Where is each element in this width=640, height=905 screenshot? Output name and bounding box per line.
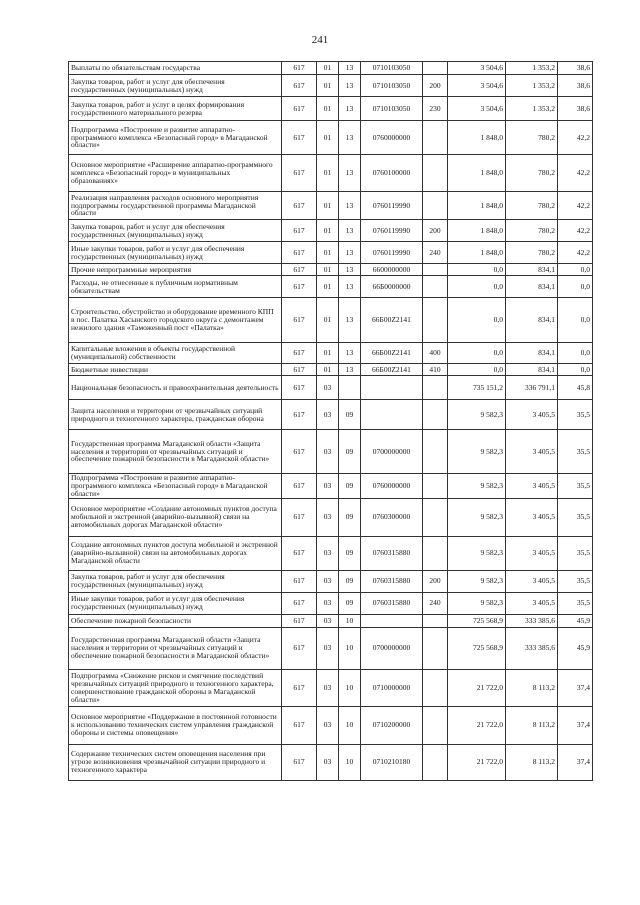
subsection-code: 09 (339, 570, 361, 592)
item-name: Основное мероприятие «Поддержание в постоянной готовности к использованию технических систем управления гражданской обороны и системы оповещения» (69, 706, 282, 744)
item-name: Расходы, не отнесенные к публичным нормативным обязательствам (69, 276, 282, 298)
table-row (69, 614, 593, 627)
actual-amount: 780,2 (506, 155, 558, 192)
admin-code: 617 (282, 498, 317, 536)
target-article-code: 0700000000 (361, 430, 423, 474)
expense-type-code (423, 155, 448, 192)
actual-amount: 1 353,2 (506, 97, 558, 121)
execution-percent: 0,0 (558, 264, 593, 276)
table-row (69, 430, 593, 474)
admin-code: 617 (282, 536, 317, 570)
section-code: 01 (317, 75, 339, 97)
execution-percent: 37,4 (558, 669, 593, 706)
section-code: 01 (317, 192, 339, 220)
section-code: 01 (317, 220, 339, 242)
planned-amount: 21 722,0 (448, 744, 506, 780)
actual-amount: 333 385,6 (506, 614, 558, 627)
execution-percent: 45,9 (558, 614, 593, 627)
subsection-code: 13 (339, 192, 361, 220)
target-article-code: 66Б0000000 (361, 276, 423, 298)
target-article-code: 0760000000 (361, 121, 423, 155)
expense-type-code: 200 (423, 75, 448, 97)
target-article-code: 66Б00Z2141 (361, 364, 423, 376)
admin-code: 617 (282, 364, 317, 376)
actual-amount: 8 113,2 (506, 706, 558, 744)
item-name: Закупка товаров, работ и услуг в целях формирования государственного материального резерва (69, 97, 282, 121)
target-article-code (361, 614, 423, 627)
expense-type-code (423, 298, 448, 343)
planned-amount: 1 848,0 (448, 220, 506, 242)
budget-table (68, 61, 593, 781)
subsection-code: 09 (339, 498, 361, 536)
admin-code: 617 (282, 744, 317, 780)
section-code: 01 (317, 343, 339, 364)
subsection-code: 13 (339, 97, 361, 121)
expense-type-code (423, 121, 448, 155)
item-name: Подпрограмма «Построение и развитие аппаратно-программного комплекса «Безопасный город» в Магаданской области» (69, 474, 282, 499)
expense-type-code (423, 498, 448, 536)
subsection-code: 10 (339, 706, 361, 744)
planned-amount: 735 151,2 (448, 376, 506, 400)
section-code: 03 (317, 376, 339, 400)
execution-percent: 0,0 (558, 364, 593, 376)
admin-code: 617 (282, 343, 317, 364)
actual-amount: 3 405,5 (506, 592, 558, 614)
table-row (69, 706, 593, 744)
expense-type-code (423, 400, 448, 430)
actual-amount: 834,1 (506, 276, 558, 298)
actual-amount: 780,2 (506, 220, 558, 242)
expense-type-code: 200 (423, 570, 448, 592)
target-article-code: 0760315880 (361, 570, 423, 592)
execution-percent: 45,9 (558, 627, 593, 669)
actual-amount: 333 385,6 (506, 627, 558, 669)
item-name: Создание автономных пунктов доступа мобильной и экстренной (аварийно-вызывной) связи на автомобильных дорогах Магаданской области (69, 536, 282, 570)
expense-type-code: 400 (423, 343, 448, 364)
subsection-code: 10 (339, 627, 361, 669)
subsection-code: 13 (339, 220, 361, 242)
planned-amount: 0,0 (448, 264, 506, 276)
target-article-code: 0710200000 (361, 706, 423, 744)
section-code: 01 (317, 121, 339, 155)
actual-amount: 1 353,2 (506, 75, 558, 97)
table-row (69, 627, 593, 669)
planned-amount: 9 582,3 (448, 592, 506, 614)
subsection-code: 10 (339, 614, 361, 627)
admin-code: 617 (282, 669, 317, 706)
admin-code: 617 (282, 570, 317, 592)
actual-amount: 834,1 (506, 264, 558, 276)
execution-percent: 35,5 (558, 430, 593, 474)
subsection-code: 13 (339, 298, 361, 343)
item-name: Содержание технических систем оповещения населения при угрозе возникновения чрезвычайной ситуации природного и техногенного характера (69, 744, 282, 780)
table-row (69, 474, 593, 499)
subsection-code: 09 (339, 430, 361, 474)
target-article-code: 66Б00Z2141 (361, 343, 423, 364)
subsection-code: 09 (339, 592, 361, 614)
execution-percent: 35,5 (558, 536, 593, 570)
expense-type-code: 240 (423, 242, 448, 264)
admin-code: 617 (282, 62, 317, 75)
admin-code: 617 (282, 614, 317, 627)
target-article-code: 0760000000 (361, 474, 423, 499)
expense-type-code (423, 706, 448, 744)
table-row (69, 97, 593, 121)
subsection-code: 13 (339, 62, 361, 75)
section-code: 01 (317, 97, 339, 121)
execution-percent: 45,8 (558, 376, 593, 400)
planned-amount: 9 582,3 (448, 536, 506, 570)
table-row (69, 364, 593, 376)
planned-amount: 0,0 (448, 364, 506, 376)
actual-amount: 8 113,2 (506, 744, 558, 780)
actual-amount: 3 405,5 (506, 474, 558, 499)
table-row (69, 276, 593, 298)
item-name: Строительство, обустройство и оборудование временного КПП в пос. Палатка Хасынского городского округа с демонтажем нежилого здания «Таможенный пост «Палатка» (69, 298, 282, 343)
admin-code: 617 (282, 220, 317, 242)
budget-table-body (69, 62, 593, 781)
table-row (69, 570, 593, 592)
section-code: 03 (317, 592, 339, 614)
actual-amount: 3 405,5 (506, 570, 558, 592)
table-row (69, 75, 593, 97)
expense-type-code (423, 376, 448, 400)
subsection-code: 09 (339, 474, 361, 499)
item-name: Основное мероприятие «Создание автономных пунктов доступа мобильной и экстренной (аварийно-вызывной) связи на автомобильных дорогах Магаданской области» (69, 498, 282, 536)
subsection-code: 13 (339, 364, 361, 376)
section-code: 03 (317, 706, 339, 744)
section-code: 01 (317, 242, 339, 264)
table-row (69, 298, 593, 343)
expense-type-code (423, 744, 448, 780)
table-row (69, 400, 593, 430)
execution-percent: 35,5 (558, 592, 593, 614)
item-name: Реализация направления расходов основного мероприятия подпрограммы государственной программы Магаданской области (69, 192, 282, 220)
execution-percent: 35,5 (558, 400, 593, 430)
expense-type-code: 230 (423, 97, 448, 121)
table-row (69, 264, 593, 276)
planned-amount: 3 504,6 (448, 97, 506, 121)
execution-percent: 42,2 (558, 192, 593, 220)
item-name: Прочие непрограммные мероприятия (69, 264, 282, 276)
table-row (69, 592, 593, 614)
expense-type-code (423, 474, 448, 499)
planned-amount: 0,0 (448, 276, 506, 298)
section-code: 03 (317, 669, 339, 706)
expense-type-code (423, 192, 448, 220)
planned-amount: 725 568,9 (448, 614, 506, 627)
item-name: Закупка товаров, работ и услуг для обеспечения государственных (муниципальных) нужд (69, 570, 282, 592)
planned-amount: 9 582,3 (448, 570, 506, 592)
section-code: 01 (317, 298, 339, 343)
expense-type-code (423, 627, 448, 669)
expense-type-code (423, 62, 448, 75)
target-article-code: 0710103050 (361, 62, 423, 75)
target-article-code: 0760315880 (361, 536, 423, 570)
item-name: Закупка товаров, работ и услуг для обеспечения государственных (муниципальных) нужд (69, 220, 282, 242)
expense-type-code (423, 430, 448, 474)
actual-amount: 1 353,2 (506, 62, 558, 75)
admin-code: 617 (282, 97, 317, 121)
item-name: Защита населения и территории от чрезвычайных ситуаций природного и техногенного характера, гражданская оборона (69, 400, 282, 430)
target-article-code: 0710103050 (361, 97, 423, 121)
admin-code: 617 (282, 474, 317, 499)
subsection-code: 13 (339, 276, 361, 298)
page-number: 241 (311, 34, 329, 46)
target-article-code: 0760119990 (361, 220, 423, 242)
item-name: Бюджетные инвестиции (69, 364, 282, 376)
table-row (69, 536, 593, 570)
admin-code: 617 (282, 592, 317, 614)
subsection-code: 09 (339, 400, 361, 430)
execution-percent: 38,6 (558, 97, 593, 121)
execution-percent: 42,2 (558, 121, 593, 155)
actual-amount: 3 405,5 (506, 400, 558, 430)
table-row (69, 155, 593, 192)
admin-code: 617 (282, 706, 317, 744)
planned-amount: 1 848,0 (448, 242, 506, 264)
item-name: Закупка товаров, работ и услуг для обеспечения государственных (муниципальных) нужд (69, 75, 282, 97)
planned-amount: 9 582,3 (448, 474, 506, 499)
subsection-code: 13 (339, 75, 361, 97)
execution-percent: 37,4 (558, 706, 593, 744)
target-article-code: 0760315880 (361, 592, 423, 614)
section-code: 01 (317, 364, 339, 376)
planned-amount: 9 582,3 (448, 498, 506, 536)
admin-code: 617 (282, 155, 317, 192)
target-article-code (361, 376, 423, 400)
target-article-code: 0760300000 (361, 498, 423, 536)
target-article-code: 0700000000 (361, 627, 423, 669)
target-article-code: 0710000000 (361, 669, 423, 706)
execution-percent: 38,6 (558, 75, 593, 97)
planned-amount: 9 582,3 (448, 400, 506, 430)
table-row (69, 242, 593, 264)
execution-percent: 42,2 (558, 155, 593, 192)
admin-code: 617 (282, 192, 317, 220)
admin-code: 617 (282, 75, 317, 97)
execution-percent: 35,5 (558, 498, 593, 536)
actual-amount: 8 113,2 (506, 669, 558, 706)
target-article-code: 0760119990 (361, 242, 423, 264)
admin-code: 617 (282, 298, 317, 343)
admin-code: 617 (282, 430, 317, 474)
item-name: Иные закупки товаров, работ и услуг для обеспечения государственных (муниципальных) нужд (69, 242, 282, 264)
item-name: Выплаты по обязательствам государства (69, 62, 282, 75)
actual-amount: 3 405,5 (506, 498, 558, 536)
item-name: Подпрограмма «Построение и развитие аппаратно-программного комплекса «Безопасный город» в Магаданской области» (69, 121, 282, 155)
expense-type-code: 410 (423, 364, 448, 376)
target-article-code (361, 400, 423, 430)
planned-amount: 1 848,0 (448, 192, 506, 220)
admin-code: 617 (282, 627, 317, 669)
section-code: 01 (317, 264, 339, 276)
admin-code: 617 (282, 264, 317, 276)
table-row (69, 192, 593, 220)
expense-type-code (423, 536, 448, 570)
execution-percent: 42,2 (558, 220, 593, 242)
subsection-code: 13 (339, 343, 361, 364)
section-code: 03 (317, 570, 339, 592)
section-code: 03 (317, 614, 339, 627)
expense-type-code: 200 (423, 220, 448, 242)
subsection-code: 10 (339, 744, 361, 780)
section-code: 03 (317, 627, 339, 669)
target-article-code: 6600000000 (361, 264, 423, 276)
admin-code: 617 (282, 121, 317, 155)
section-code: 03 (317, 400, 339, 430)
section-code: 03 (317, 536, 339, 570)
actual-amount: 834,1 (506, 343, 558, 364)
item-name: Иные закупки товаров, работ и услуг для обеспечения государственных (муниципальных) нужд (69, 592, 282, 614)
actual-amount: 3 405,5 (506, 536, 558, 570)
admin-code: 617 (282, 276, 317, 298)
expense-type-code (423, 669, 448, 706)
planned-amount: 21 722,0 (448, 706, 506, 744)
target-article-code: 0760119990 (361, 192, 423, 220)
execution-percent: 35,5 (558, 570, 593, 592)
table-row (69, 62, 593, 75)
actual-amount: 834,1 (506, 298, 558, 343)
item-name: Государственная программа Магаданской области «Защита населения и территории от чрезвычайных ситуаций и обеспечение пожарной безопасности в Магаданской области» (69, 627, 282, 669)
planned-amount: 1 848,0 (448, 155, 506, 192)
admin-code: 617 (282, 400, 317, 430)
execution-percent: 42,2 (558, 242, 593, 264)
planned-amount: 21 722,0 (448, 669, 506, 706)
item-name: Подпрограмма «Снижение рисков и смягчение последствий чрезвычайных ситуаций природного и техногенного характера, совершенствование гражданской обороны в Магаданской области» (69, 669, 282, 706)
section-code: 03 (317, 498, 339, 536)
item-name: Национальная безопасность и правоохранительная деятельность (69, 376, 282, 400)
table-row (69, 498, 593, 536)
subsection-code: 13 (339, 242, 361, 264)
actual-amount: 3 405,5 (506, 430, 558, 474)
execution-percent: 38,6 (558, 62, 593, 75)
admin-code: 617 (282, 376, 317, 400)
execution-percent: 0,0 (558, 298, 593, 343)
section-code: 03 (317, 744, 339, 780)
table-row (69, 744, 593, 780)
subsection-code: 10 (339, 669, 361, 706)
section-code: 03 (317, 474, 339, 499)
actual-amount: 780,2 (506, 242, 558, 264)
actual-amount: 834,1 (506, 364, 558, 376)
expense-type-code (423, 276, 448, 298)
table-row (69, 343, 593, 364)
subsection-code: 09 (339, 536, 361, 570)
admin-code: 617 (282, 242, 317, 264)
actual-amount: 780,2 (506, 121, 558, 155)
expense-type-code (423, 614, 448, 627)
planned-amount: 725 568,9 (448, 627, 506, 669)
actual-amount: 336 791,1 (506, 376, 558, 400)
section-code: 01 (317, 276, 339, 298)
table-row (69, 376, 593, 400)
planned-amount: 9 582,3 (448, 430, 506, 474)
execution-percent: 37,4 (558, 744, 593, 780)
planned-amount: 0,0 (448, 298, 506, 343)
expense-type-code: 240 (423, 592, 448, 614)
item-name: Основное мероприятие «Расширение аппаратно-программного комплекса «Безопасный город» в муниципальных образованиях» (69, 155, 282, 192)
item-name: Капитальные вложения в объекты государственной (муниципальной) собственности (69, 343, 282, 364)
execution-percent: 0,0 (558, 343, 593, 364)
subsection-code (339, 376, 361, 400)
table-row (69, 669, 593, 706)
planned-amount: 3 504,6 (448, 62, 506, 75)
planned-amount: 1 848,0 (448, 121, 506, 155)
table-row (69, 220, 593, 242)
planned-amount: 3 504,6 (448, 75, 506, 97)
section-code: 01 (317, 155, 339, 192)
item-name: Обеспечение пожарной безопасности (69, 614, 282, 627)
target-article-code: 66Б00Z2141 (361, 298, 423, 343)
section-code: 01 (317, 62, 339, 75)
subsection-code: 13 (339, 264, 361, 276)
planned-amount: 0,0 (448, 343, 506, 364)
target-article-code: 0710103050 (361, 75, 423, 97)
execution-percent: 35,5 (558, 474, 593, 499)
subsection-code: 13 (339, 121, 361, 155)
actual-amount: 780,2 (506, 192, 558, 220)
item-name: Государственная программа Магаданской области «Защита населения и территории от чрезвычайных ситуаций и обеспечение пожарной безопасности в Магаданской области» (69, 430, 282, 474)
execution-percent: 0,0 (558, 276, 593, 298)
table-row (69, 121, 593, 155)
expense-type-code (423, 264, 448, 276)
target-article-code: 0760100000 (361, 155, 423, 192)
section-code: 03 (317, 430, 339, 474)
subsection-code: 13 (339, 155, 361, 192)
target-article-code: 0710210180 (361, 744, 423, 780)
